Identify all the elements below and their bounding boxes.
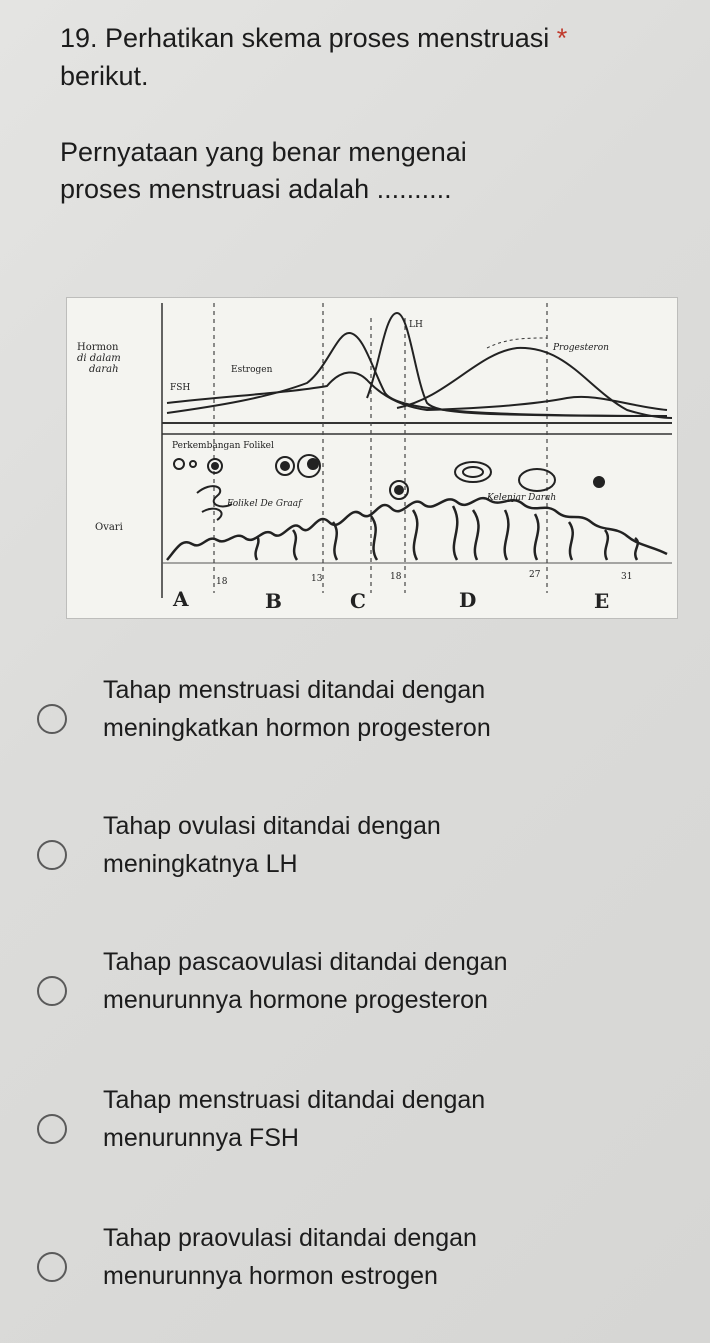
answer-option[interactable] <box>0 808 710 928</box>
day-label-5: 31 <box>621 572 633 582</box>
menstrual-cycle-diagram <box>66 297 678 619</box>
answer-option[interactable] <box>0 1082 710 1202</box>
answer-option[interactable] <box>0 1220 710 1340</box>
progesteron-curve <box>397 348 672 418</box>
question-number-title: 19. Perhatikan skema proses menstruasi <box>60 23 550 53</box>
phase-label-c: C <box>350 589 366 613</box>
question-line-1 <box>60 20 690 58</box>
follicle-development-label: Perkembangan Folikel <box>172 441 274 451</box>
phase-label-d: D <box>459 588 477 612</box>
required-marker: * <box>556 23 568 53</box>
option-label-line-2: menurunnya FSH <box>103 1123 299 1152</box>
option-label-line-1: Tahap ovulasi ditandai dengan <box>103 812 441 840</box>
phase-label-e: E <box>594 589 610 613</box>
phase-label-a: A <box>173 587 189 611</box>
question-line-3: Pernyataan yang benar mengenai <box>60 136 467 167</box>
radio-button[interactable] <box>37 704 67 734</box>
progesteron-pointer <box>487 338 547 348</box>
hormone-label-3: darah <box>89 364 119 375</box>
day-label-4: 27 <box>529 570 541 580</box>
day-label-1: 18 <box>216 577 228 587</box>
option-label <box>103 1220 703 1295</box>
fsh-curve <box>167 372 667 410</box>
option-label-line-1: Tahap menstruasi ditandai dengan <box>103 1086 486 1114</box>
option-label-line-1: Tahap praovulasi ditandai dengan <box>103 1224 477 1252</box>
question-text <box>60 20 690 209</box>
follicle-shapes <box>174 455 604 520</box>
question-line-4: proses menstruasi adalah .......... <box>60 174 452 205</box>
day-label-3: 18 <box>390 572 402 582</box>
radio-button[interactable] <box>37 840 67 870</box>
question-line-2: berikut. <box>60 60 149 91</box>
fsh-label: FSH <box>170 383 191 393</box>
hormone-label-2: di dalam <box>77 353 121 364</box>
diagram-svg <box>67 298 677 618</box>
option-label-line-2: meningkatkan hormon progesteron <box>103 713 491 742</box>
radio-button[interactable] <box>37 976 67 1006</box>
radio-button[interactable] <box>37 1252 67 1282</box>
answer-option[interactable] <box>0 944 710 1064</box>
option-label-line-2: menurunnya hormone progesteron <box>103 985 488 1014</box>
follicle-label: Folikel De Graaf <box>227 499 302 509</box>
answer-option[interactable] <box>0 672 710 792</box>
lh-label: LH <box>409 320 423 330</box>
option-label-line-2: meningkatnya LH <box>103 849 298 878</box>
option-label-line-1: Tahap pascaovulasi ditandai dengan <box>103 948 508 976</box>
phase-label-b: B <box>265 589 282 613</box>
option-label <box>103 1082 703 1157</box>
option-label-line-2: menurunnya hormon estrogen <box>103 1261 438 1290</box>
estrogen-label: Estrogen <box>231 365 273 375</box>
corpus-label: Kelenjar Darah <box>487 493 557 503</box>
option-label <box>103 944 703 1019</box>
progesteron-label: Progesteron <box>553 343 609 353</box>
ovari-label: Ovari <box>95 522 123 533</box>
radio-button[interactable] <box>37 1114 67 1144</box>
option-label-line-1: Tahap menstruasi ditandai dengan <box>103 676 486 704</box>
option-label <box>103 672 703 747</box>
option-label <box>103 808 703 883</box>
endometrium-glands <box>256 506 638 560</box>
day-label-2: 13 <box>311 574 323 584</box>
hormone-label-1: Hormon <box>77 342 119 353</box>
